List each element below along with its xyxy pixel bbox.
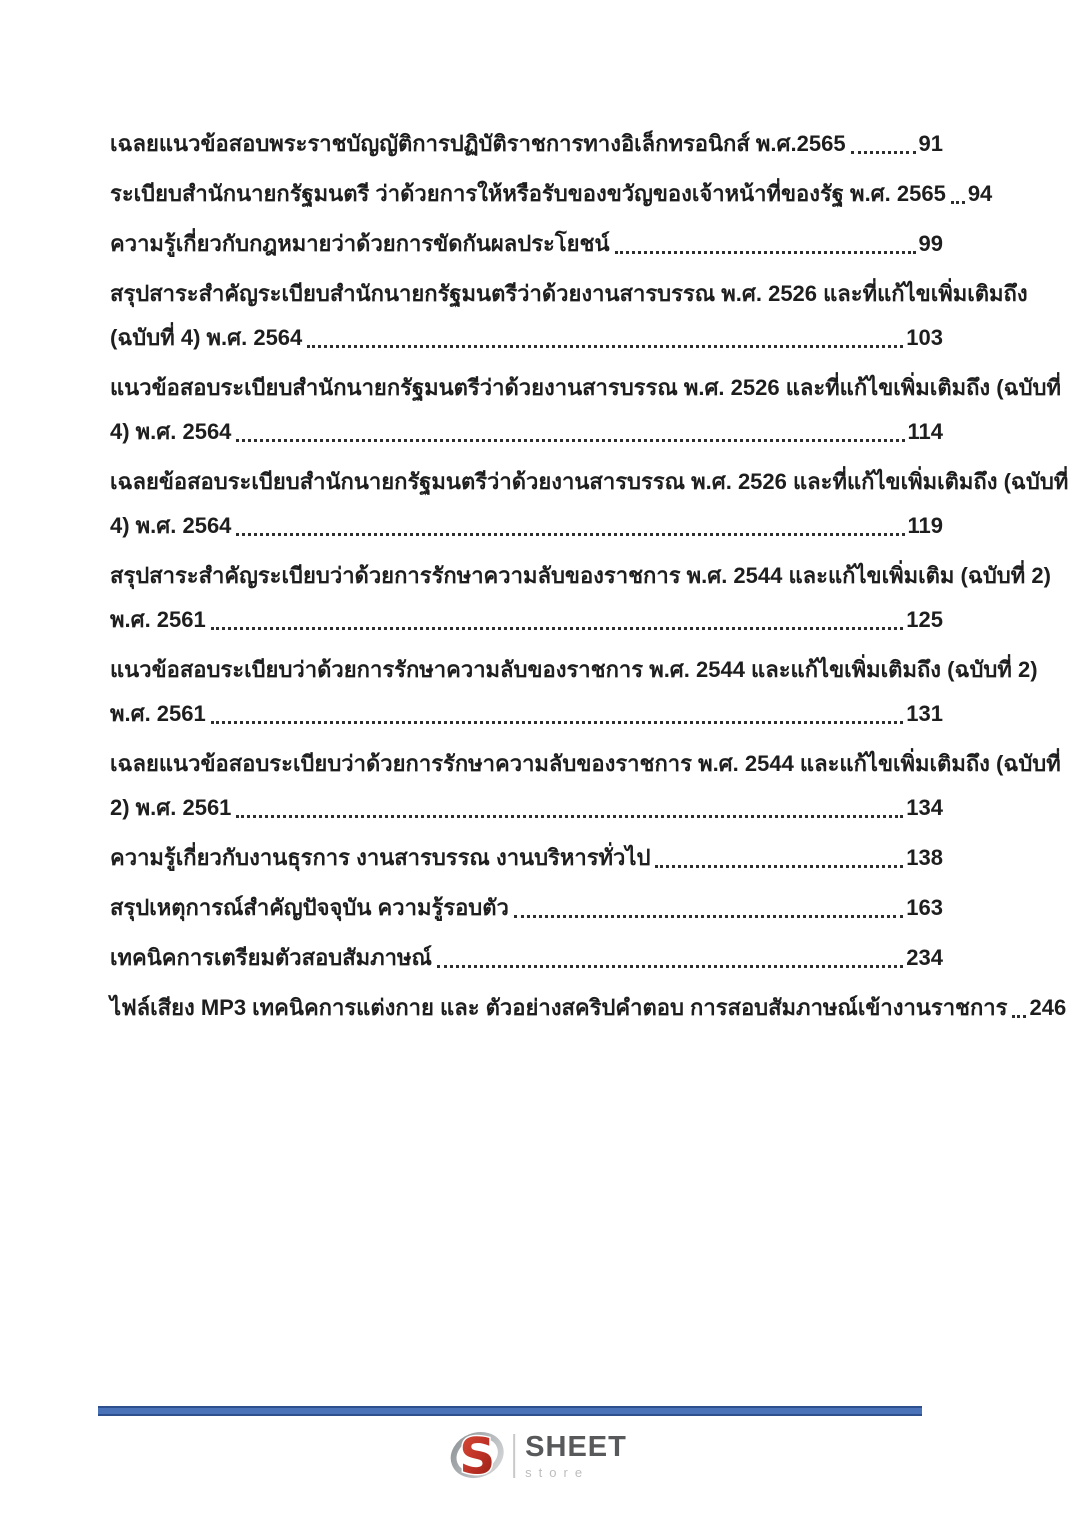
toc-page-number: 246	[1029, 995, 1067, 1020]
dotted-leader	[655, 865, 903, 868]
toc-entry	[110, 886, 943, 930]
toc-entry-title: (ฉบับที่ 4) พ.ศ. 2564	[110, 325, 303, 350]
dotted-leader	[615, 251, 916, 254]
toc-entry-title: พ.ศ. 2561	[110, 607, 206, 632]
toc-page-number: 234	[906, 945, 943, 970]
dotted-leader	[437, 965, 903, 968]
toc-page-number: 138	[906, 845, 943, 870]
dotted-leader	[851, 151, 916, 154]
toc-entry-text-line	[110, 554, 1051, 598]
toc-entry	[110, 366, 1062, 454]
toc-entry-title: เฉลยแนวข้อสอบระเบียบว่าด้วยการรักษาความลับของราชการ พ.ศ. 2544 และแก้ไขเพิ่มเติมถึง (ฉบับที่	[110, 751, 1061, 776]
toc-entry	[110, 986, 1067, 1030]
toc-entry-text-line	[110, 460, 1069, 504]
dotted-leader	[236, 815, 903, 818]
toc-entry	[110, 172, 993, 216]
toc-entry-title: 4) พ.ศ. 2564	[110, 419, 232, 444]
toc-entry-title: พ.ศ. 2561	[110, 701, 206, 726]
toc-page-number: 94	[967, 181, 993, 206]
svg-text:S: S	[459, 1426, 496, 1486]
sheet-store-s-icon	[449, 1424, 507, 1488]
toc-page-number: 119	[907, 513, 943, 538]
toc-page-number: 91	[918, 131, 943, 156]
logo-sub-text: store	[525, 1465, 590, 1480]
toc-page-number: 114	[907, 419, 943, 444]
toc-entry-title: เทคนิคการเตรียมตัวสอบสัมภาษณ์	[110, 945, 432, 970]
dotted-leader	[211, 721, 904, 724]
toc-page-number: 134	[906, 795, 943, 820]
toc-entry-line	[110, 172, 993, 216]
toc-entry-title: ไฟล์เสียง MP3 เทคนิคการแต่งกาย และ ตัวอย่างสคริปคำตอบ การสอบสัมภาษณ์เข้างานราชการ	[110, 995, 1008, 1020]
toc-entry	[110, 836, 943, 880]
toc-entry-title: สรุปสาระสำคัญระเบียบว่าด้วยการรักษาความลับของราชการ พ.ศ. 2544 และแก้ไขเพิ่มเติม (ฉบับที่ 2)	[110, 563, 1051, 588]
toc-entry	[110, 648, 1038, 736]
toc-entry-line	[110, 886, 943, 930]
toc-entry-line	[110, 598, 943, 642]
toc-entry-title: เฉลยแนวข้อสอบพระราชบัญญัติการปฏิบัติราชการทางอิเล็กทรอนิกส์ พ.ศ.2565	[110, 131, 846, 156]
toc-entry-title: ความรู้เกี่ยวกับกฎหมายว่าด้วยการขัดกันผลประโยชน์	[110, 231, 610, 256]
toc-entry	[110, 122, 943, 166]
toc-page-number: 131	[906, 701, 943, 726]
toc-entry-text-line	[110, 742, 1061, 786]
toc-entry-line	[110, 122, 943, 166]
toc-entry-line	[110, 692, 943, 736]
toc-page-number: 103	[906, 325, 943, 350]
toc-entry-line	[110, 222, 943, 266]
toc-entry-title: สรุปสาระสำคัญระเบียบสำนักนายกรัฐมนตรีว่าด้วยงานสารบรรณ พ.ศ. 2526 และที่แก้ไขเพิ่มเติมถึง	[110, 281, 1028, 306]
toc-entry	[110, 460, 1069, 548]
toc-entry-title: ระเบียบสำนักนายกรัฐมนตรี ว่าด้วยการให้หรือรับของขวัญของเจ้าหน้าที่ของรัฐ พ.ศ. 2565	[110, 181, 946, 206]
dotted-leader	[236, 439, 904, 442]
dotted-leader	[236, 533, 904, 536]
toc-entry-title: 4) พ.ศ. 2564	[110, 513, 232, 538]
toc-entry-line	[110, 410, 943, 454]
toc-entry-text-line	[110, 272, 1028, 316]
dotted-leader	[211, 627, 904, 630]
toc-entry-line	[110, 836, 943, 880]
toc-entry-title: สรุปเหตุการณ์สำคัญปัจจุบัน ความรู้รอบตัว	[110, 895, 509, 920]
toc-entry	[110, 554, 1051, 642]
toc-entry-line	[110, 986, 1067, 1030]
sheet-store-logo	[449, 1424, 627, 1488]
toc-entry-title: ความรู้เกี่ยวกับงานธุรการ งานสารบรรณ งานบริหารทั่วไป	[110, 845, 651, 870]
dotted-leader	[307, 345, 903, 348]
toc-entry	[110, 222, 943, 266]
dotted-leader	[951, 201, 965, 204]
toc-entry-text-line	[110, 366, 1062, 410]
footer-divider-bar	[98, 1406, 922, 1416]
toc-entry	[110, 272, 1028, 360]
toc-entry-text-line	[110, 648, 1038, 692]
toc-entry	[110, 936, 943, 980]
toc-page-number: 125	[906, 607, 943, 632]
toc-page-number: 99	[918, 231, 943, 256]
logo-divider-line	[513, 1434, 515, 1478]
toc-page-number: 163	[906, 895, 943, 920]
toc-entry-line	[110, 936, 943, 980]
logo-text-block	[525, 1433, 627, 1479]
toc-entry-line	[110, 316, 943, 360]
toc-entry-title: แนวข้อสอบระเบียบว่าด้วยการรักษาความลับของราชการ พ.ศ. 2544 และแก้ไขเพิ่มเติมถึง (ฉบับที่ 2)	[110, 657, 1038, 682]
toc-entry-line	[110, 504, 943, 548]
toc-entry-title: 2) พ.ศ. 2561	[110, 795, 232, 820]
logo-brand-text: SHEET	[525, 1431, 627, 1463]
dotted-leader	[1012, 1015, 1026, 1018]
toc-entry	[110, 742, 1061, 830]
toc-entry-title: เฉลยข้อสอบระเบียบสำนักนายกรัฐมนตรีว่าด้วยงานสารบรรณ พ.ศ. 2526 และที่แก้ไขเพิ่มเติมถึง (ฉบับที่	[110, 469, 1069, 494]
toc-entry-title: แนวข้อสอบระเบียบสำนักนายกรัฐมนตรีว่าด้วยงานสารบรรณ พ.ศ. 2526 และที่แก้ไขเพิ่มเติมถึง (ฉบับที่	[110, 375, 1062, 400]
dotted-leader	[514, 915, 903, 918]
toc-entry-line	[110, 786, 943, 830]
table-of-contents	[110, 122, 1069, 1036]
